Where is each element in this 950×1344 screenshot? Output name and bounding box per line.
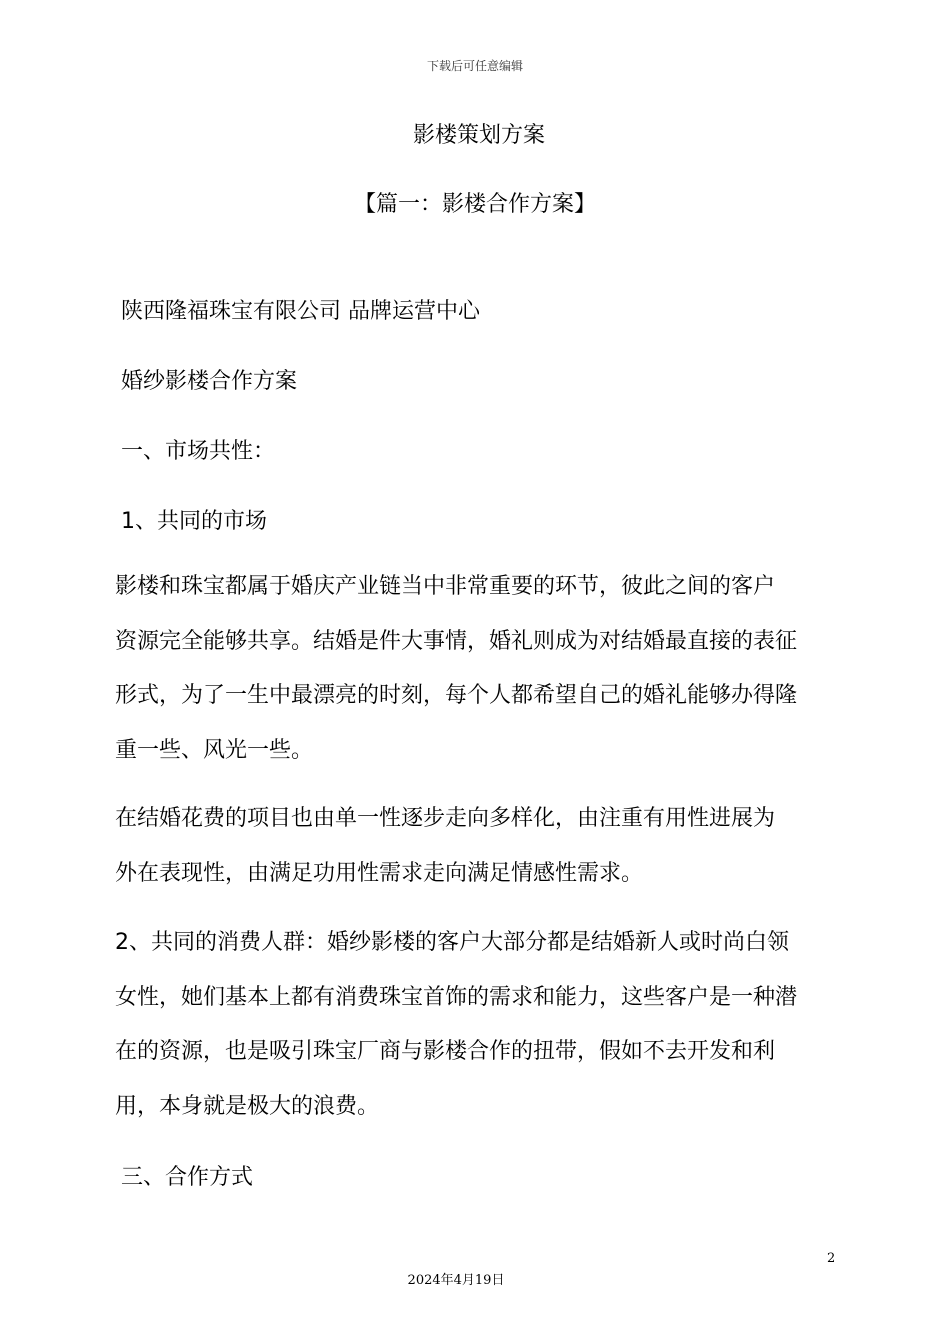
company-line: 陕西隆福珠宝有限公司 品牌运营中心: [121, 299, 480, 324]
document-title: 影楼策划方案: [412, 123, 545, 148]
paragraph-shared-consumers: [115, 916, 845, 1134]
paragraph-spending-trend: [115, 792, 845, 901]
paragraph-line: 外在表现性，由满足功用性需求走向满足情感性需求。: [115, 860, 644, 886]
paragraph-line: 用，本身就是极大的浪费。: [115, 1093, 380, 1119]
footer-date: 2024年4月19日: [407, 1273, 505, 1288]
paragraph-line: 在的资源，也是吸引珠宝厂商与影楼合作的扭带，假如不去开发和利: [115, 1039, 776, 1064]
paragraph-line: 女性，她们基本上都有消费珠宝首饰的需求和能力，这些客户是一种潜: [115, 984, 798, 1010]
paragraph-line: 在结婚花费的项目也由单一性逐步走向多样化，由注重有用性进展为: [115, 806, 776, 831]
paragraph-line: 重一些、风光一些。: [115, 737, 314, 763]
section-heading-3: 三、合作方式: [121, 1165, 254, 1190]
header-note: 下载后可任意编辑: [426, 59, 523, 73]
plan-name: 婚纱影楼合作方案: [121, 369, 298, 394]
document-subtitle: 【篇一：影楼合作方案】: [353, 192, 596, 217]
paragraph-line: 影楼和珠宝都属于婚庆产业链当中非常重要的环节，彼此之间的客户: [115, 574, 776, 599]
page-number: 2: [827, 1251, 836, 1266]
paragraph-shared-market: [115, 560, 845, 778]
section-heading-1: 一、市场共性：: [121, 439, 276, 464]
paragraph-line: 2、共同的消费人群：婚纱影楼的客户大部分都是结婚新人或时尚白领: [115, 930, 789, 955]
paragraph-line: 资源完全能够共享。结婚是件大事情，婚礼则成为对结婚最直接的表征: [115, 628, 798, 654]
paragraph-line: 形式，为了一生中最漂亮的时刻，每个人都希望自己的婚礼能够办得隆: [115, 683, 798, 708]
item-heading-1: 1、共同的市场: [121, 509, 267, 534]
